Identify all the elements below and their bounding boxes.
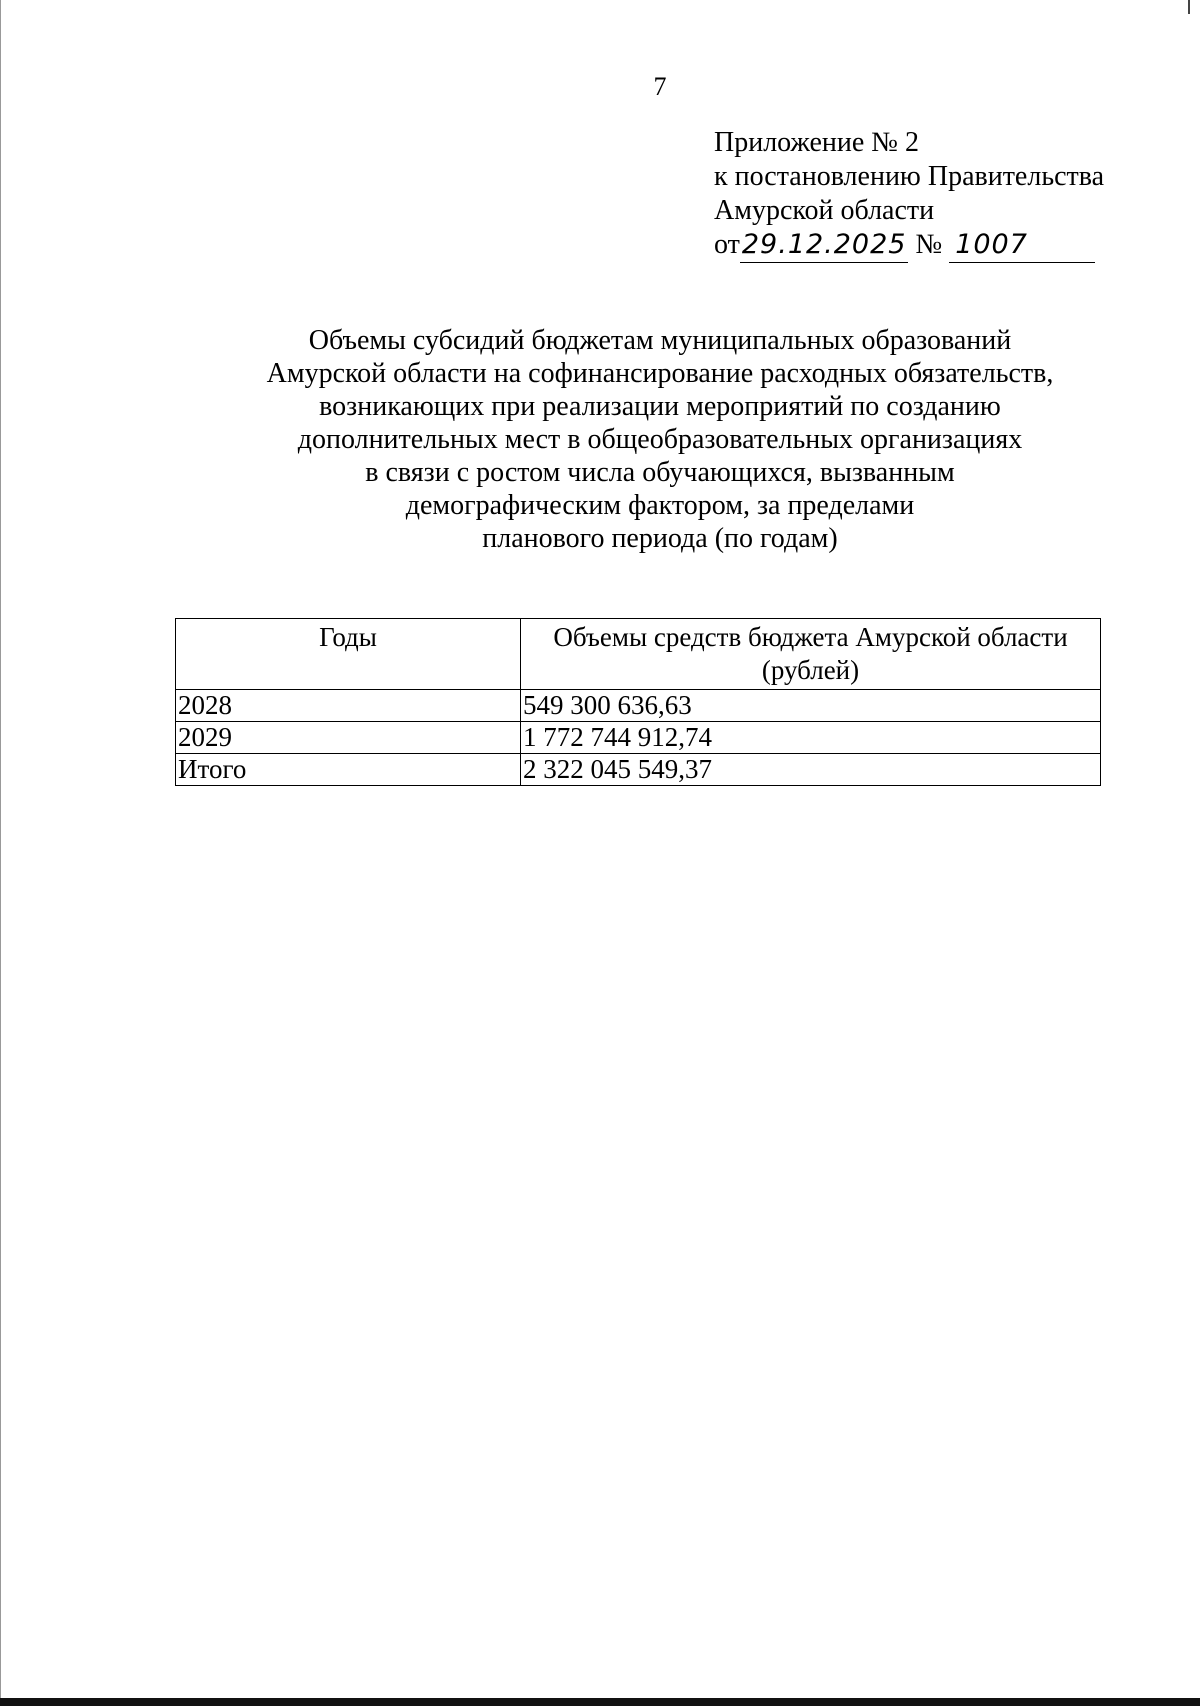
- title-line: демографическим фактором, за пределами: [405, 490, 915, 521]
- page-number: 7: [653, 72, 667, 101]
- cell-total-amount: 2 322 045 549,37: [521, 754, 1101, 786]
- handwritten-date: 29.12.2025: [740, 228, 909, 263]
- handwritten-number: 1007: [949, 228, 1095, 263]
- table-row: [176, 722, 1101, 754]
- appendix-line-1: Приложение № 2: [714, 127, 919, 158]
- appendix-line-2: к постановлению Правительства: [714, 161, 1105, 192]
- date-prefix: от: [714, 229, 740, 260]
- cell-total-label: Итого: [176, 754, 521, 786]
- scan-top-mark: [1188, 0, 1190, 14]
- cell-year: 2028: [176, 690, 521, 722]
- appendix-date-line: [714, 228, 1104, 263]
- cell-year: 2029: [176, 722, 521, 754]
- title-line: Амурской области на софинансирование расходных обязательств,: [266, 358, 1054, 389]
- title-line: возникающих при реализации мероприятий по созданию: [319, 391, 1001, 422]
- budget-table-container: [175, 618, 1101, 786]
- table-row: [176, 690, 1101, 722]
- number-sign: №: [915, 229, 943, 260]
- header-amount: Объемы средств бюджета Амурской области (рублей): [521, 619, 1101, 690]
- appendix-line-3: Амурской области: [714, 195, 935, 226]
- table-row-total: [176, 754, 1101, 786]
- header-years: Годы: [176, 619, 521, 690]
- budget-table: [175, 618, 1101, 786]
- scan-left-edge: [0, 0, 1, 1706]
- document-title: [0, 324, 1200, 555]
- cell-amount: 1 772 744 912,74: [521, 722, 1101, 754]
- table-header-row: [176, 619, 1101, 690]
- title-line: Объемы субсидий бюджетам муниципальных образований: [308, 325, 1012, 356]
- title-line: дополнительных мест в общеобразовательных организациях: [297, 424, 1023, 455]
- appendix-header: [714, 126, 1104, 263]
- title-line: планового периода (по годам): [482, 523, 838, 554]
- cell-amount: 549 300 636,63: [521, 690, 1101, 722]
- title-line: в связи с ростом числа обучающихся, вызванным: [365, 457, 955, 488]
- scan-bottom-edge: [0, 1698, 1200, 1706]
